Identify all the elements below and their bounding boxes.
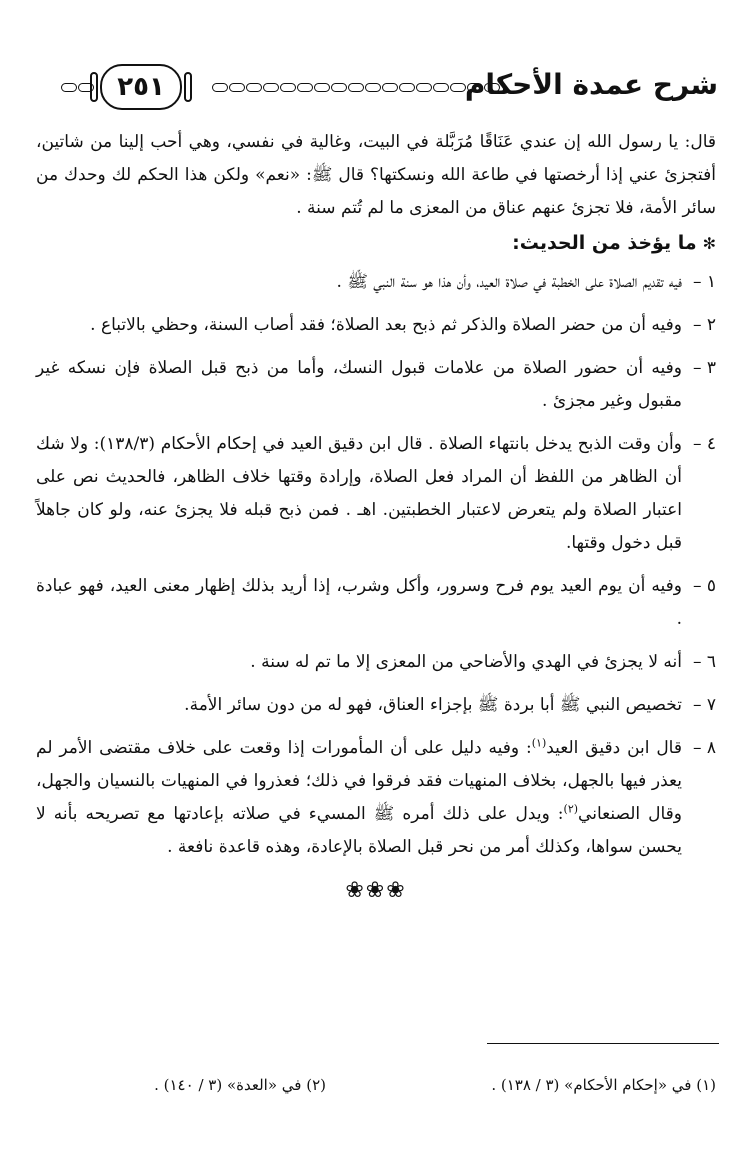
star-icon: ✻ xyxy=(702,234,716,253)
item-number: ٢ – xyxy=(692,315,716,335)
item-text: : وفيه دليل على أن المأمورات إذا وقعت على خلاف مقتضى الأمر لم يعذر فيها بالجهل، بخلاف المنهيات فقد فرقوا في ذلك؛ فعذروا في المنهيات بالنسيان والجهل، وقال الصنعاني xyxy=(36,738,682,824)
section-heading xyxy=(36,225,716,262)
list-item xyxy=(36,689,716,722)
page-header xyxy=(28,62,718,124)
item-number: ٨ – xyxy=(692,738,716,758)
header-chain-ornament xyxy=(200,83,500,95)
item-text: وفيه أن من حضر الصلاة والذكر ثم ذبح بعد الصلاة؛ فقد أصاب السنة، وحظي بالاتباع . xyxy=(90,315,682,335)
book-title: شرح عمدة الأحكام xyxy=(464,68,718,101)
section-heading-text: ما يؤخذ من الحديث: xyxy=(512,232,697,254)
footnote-2: (٢) في «العدة» (٣ / ١٤٠) . xyxy=(154,1076,326,1094)
item-text: : ويدل على ذلك أمره ﷺ المسيء في صلاته بإعادتها مع تصريحه بأنه لا يحسن سواها، وكذلك أمر من نحر قبل الصلاة بالإعادة، وهذه قاعدة نافعة . xyxy=(36,804,682,857)
list-item xyxy=(36,309,716,342)
page-number: ٢٥١ xyxy=(100,64,182,110)
list-item xyxy=(36,732,716,864)
item-text: وفيه أن يوم العيد يوم فرح وسرور، وأكل وشرب، إذا أريد بذلك إظهار معنى العيد، فهو عبادة . xyxy=(36,576,682,629)
intro-paragraph: قال: يا رسول الله إن عندي عَنَاقًا مُرَبَّلة في البيت، وغالية في نفسي، وهي أحب إلينا من شاتين، أفتجزئ عني إذا أرخصتها في طاعة الله ونسكتها؟ قال ﷺ: «نعم» ولكن هذا الحكم لك وحدك من سائر الأمة، فلا تجزئ عنهم عناق من المعزى ما لم تُتم سنة . xyxy=(36,132,716,218)
main-text xyxy=(36,126,716,907)
item-number: ٦ – xyxy=(692,652,716,672)
footnote-ref-2[interactable]: (٢) xyxy=(563,802,579,816)
item-text: أنه لا يجزئ في الهدي والأضاحي من المعزى إلا ما تم له سنة . xyxy=(250,652,682,672)
item-number: ٣ – xyxy=(692,358,716,378)
list-item xyxy=(36,428,716,560)
item-number: ١ – xyxy=(692,272,716,292)
flower-divider-icon: ❀❀❀ xyxy=(345,878,407,903)
header-chain-ornament-small xyxy=(34,83,94,95)
list-item xyxy=(36,352,716,418)
list-item xyxy=(36,266,716,299)
footnote-1: (١) في «إحكام الأحكام» (٣ / ١٣٨) . xyxy=(491,1076,716,1094)
item-text: وفيه أن حضور الصلاة من علامات قبول النسك، وأما من ذبح قبل الصلاة فإن نسكه غير مقبول وغير مجزئ . xyxy=(36,358,682,411)
item-text: فيه تقديم الصلاة على الخطبة في صلاة العيد، وأن هذا هو سنة النبي ﷺ . xyxy=(336,272,682,292)
item-number: ٤ – xyxy=(692,434,716,454)
footnote-ref-1[interactable]: (١) xyxy=(531,736,547,750)
list-item xyxy=(36,646,716,679)
item-text: قال ابن دقيق العيد xyxy=(546,738,682,758)
list-item xyxy=(36,570,716,636)
points-list xyxy=(36,266,716,864)
footnotes xyxy=(36,1076,716,1106)
footnote-rule xyxy=(487,1043,719,1044)
item-number: ٥ – xyxy=(692,576,716,596)
item-number: ٧ – xyxy=(692,695,716,715)
item-text: تخصيص النبي ﷺ أبا بردة ﷺ بإجزاء العناق، فهو له من دون سائر الأمة. xyxy=(184,695,682,715)
item-text: وأن وقت الذبح يدخل بانتهاء الصلاة . قال ابن دقيق العيد في إحكام الأحكام (١٣٨/٣): ولا شك أن الظاهر من اللفظ أن المراد فعل الصلاة، وإرادة وقتها خلاف الظاهر، فالحديث نص على اعتبار الصلاة ولم يتعرض لاعتبار الخطبتين. اهـ . فمن ذبح قبله فلا يجزئ عنه، ولو كان جاهلاً قبل دخول وقتها. xyxy=(36,434,682,553)
